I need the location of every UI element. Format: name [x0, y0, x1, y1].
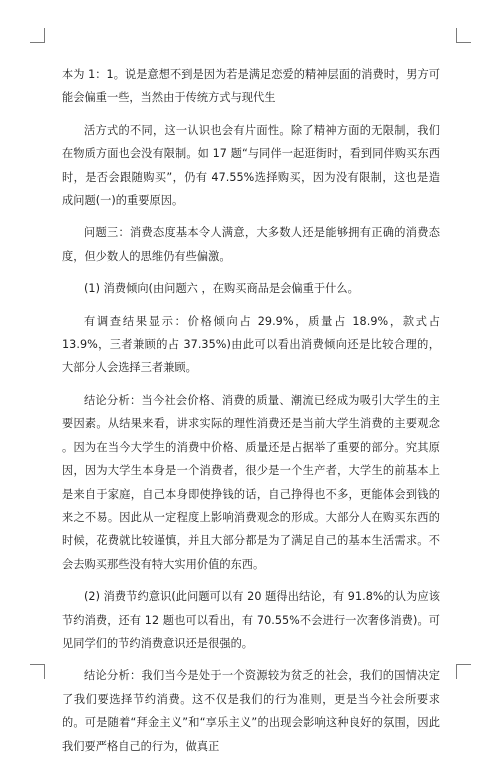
- paragraph-8: 结论分析：我们当今是处于一个资源较为贫乏的社会，我们的国情决定了我们要选择节约消费。这不仅是我们的行为准则，更是当今社会所要求的。可是随着“拜金主义”和“享乐主义”的出现会影响这种良好的氛围，因此我们要严格自己的行为，做真正: [62, 669, 440, 753]
- crop-mark-top-right: [456, 28, 471, 43]
- crop-mark-bottom-right: [456, 664, 471, 679]
- paragraph-7: (2) 消费节约意识(此问题可以有 20 题得出结论，有 91.8%的认为应该节约消费，还有 12 题也可以看出，有 70.55%不会进行一次奢侈消费)。可见同学们的节约消费意识还是很强的。: [62, 590, 440, 650]
- crop-mark-top-left: [30, 28, 45, 43]
- paragraph-2: 活方式的不同，这一认识也会有片面性。除了精神方面的无限制，我们在物质方面也会没有限制。如 17 题“与同伴一起逛街时，看到同伴购买东西时，是否会跟随购买”，仍有 47.55%选择购买，因为没有限制，这也是造成问题(一)的重要原因。: [62, 123, 440, 208]
- paragraph-1: 本为 1：1。说是意想不到是因为若是满足恋爱的精神层面的消费时，男方可能会偏重一些，当然由于传统方式与现代生: [62, 68, 440, 105]
- document-body: [62, 63, 440, 758]
- paragraph-3: 问题三：消费态度基本令人满意，大多数人还是能够拥有正确的消费态度，但少数人的思维仍有些偏激。: [62, 226, 440, 263]
- crop-mark-bottom-left: [30, 664, 45, 679]
- paragraph-4: (1) 消费倾向(由问题六 ，在购买商品是会偏重于什么。: [84, 282, 359, 296]
- paragraph-5: 有调查结果显示：价格倾向占 29.9%，质量占 18.9%，款式占 13.9%，三者兼顾的占 37.35%)由此可以看出消费倾向还是比较合理的，大部分人会选择三者兼顾。: [62, 314, 440, 375]
- paragraph-6: 结论分析：当今社会价格、消费的质量、潮流已经成为吸引大学生的主要因素。从结果来看，讲求实际的理性消费还是当前大学生消费的主要观念 。因为在当今大学生的消费中价格、质量还是占据举了重要的部分。究其原因，因为大学生本身是一个消费者，很少是一个生产者，大学生的前基本上是来自于家庭，自己本身即使挣钱的话，自己挣得也不多，更能体会到钱的来之不易。因此从一定程度上影响消费观念的形成。大部分人在购买东西的时候，花费就比较谨慎，并且大部分都是为了满足自己的基本生活需求。不会去购买那些没有特大实用价值的东西。: [62, 393, 440, 571]
